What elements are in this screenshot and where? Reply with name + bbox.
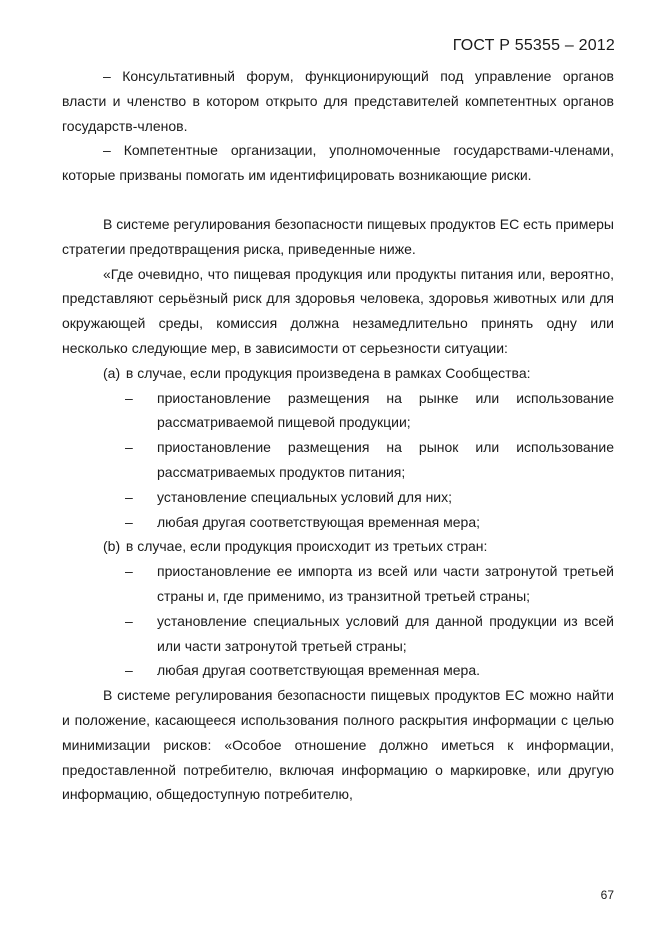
list-item	[62, 435, 614, 485]
list-item	[62, 609, 614, 659]
dash-marker: –	[125, 612, 133, 629]
dash-marker: –	[125, 439, 133, 456]
list-item	[62, 386, 614, 436]
list-item: – Компетентные организации, уполномоченные государствами-членами, которые призваны помогать им идентифицировать возникающие риски.	[62, 142, 614, 184]
page-body	[62, 64, 614, 807]
item-text: приостановление размещения на рынок или использование рассматриваемых продуктов питания;	[157, 439, 614, 480]
dash-marker: –	[125, 662, 133, 679]
paragraph: В системе регулирования безопасности пищевых продуктов ЕС есть примеры стратегии предотвращения риска, приведенные ниже.	[62, 215, 614, 257]
page-number: 67	[600, 888, 614, 902]
paragraph: «Где очевидно, что пищевая продукция или продукты питания или, вероятно, представляют серьёзный риск для здоровья человека, здоровья животных или для окружающей среды, комиссия должна незамедлительно принять одну или несколько следующие мер, в зависимости от серьезности ситуации:	[62, 265, 614, 356]
list-item	[62, 485, 614, 510]
item-text: установление специальных условий для данной продукции из всей или части затронутой третьей страны;	[157, 612, 614, 654]
case-text: в случае, если продукция произведена в рамках Сообщества:	[125, 364, 531, 381]
item-text: установление специальных условий для них;	[157, 488, 453, 505]
document-standard-header: ГОСТ Р 55355 – 2012	[452, 37, 615, 54]
case-a	[103, 361, 614, 386]
dash-marker: –	[125, 488, 133, 505]
item-text: приостановление размещения на рынке или использование рассматриваемой пищевой продукции;	[157, 389, 614, 431]
case-label: (b)	[103, 538, 121, 555]
case-b	[103, 534, 614, 559]
item-text: приостановление ее импорта из всей или части затронутой третьей страны и, где применимо, из транзитной третьей страны;	[157, 563, 614, 604]
paragraph: В системе регулирования безопасности пищевых продуктов ЕС можно найти и положение, касающееся использования полного раскрытия информации с целью минимизации рисков: «Особое отношение должно иметься к информации, предоставленной потребителю, включая информацию о маркировке, или другую информацию, общедоступную потребителю,	[62, 687, 614, 803]
case-text: в случае, если продукция происходит из третьих стран:	[125, 538, 488, 555]
item-text: любая другая соответствующая временная мера;	[157, 513, 480, 530]
list-item	[62, 559, 614, 609]
dash-marker: –	[125, 389, 133, 406]
dash-marker: –	[125, 563, 133, 580]
case-label: (a)	[103, 364, 121, 381]
dash-marker: –	[125, 513, 133, 530]
item-text: любая другая соответствующая временная мера.	[157, 662, 480, 679]
list-item	[62, 510, 614, 535]
list-item: – Консультативный форум, функционирующий под управление органов власти и членство в котором открыто для представителей компетентных органов государств-членов.	[62, 68, 614, 134]
list-item	[62, 658, 614, 683]
spacer	[62, 188, 614, 212]
